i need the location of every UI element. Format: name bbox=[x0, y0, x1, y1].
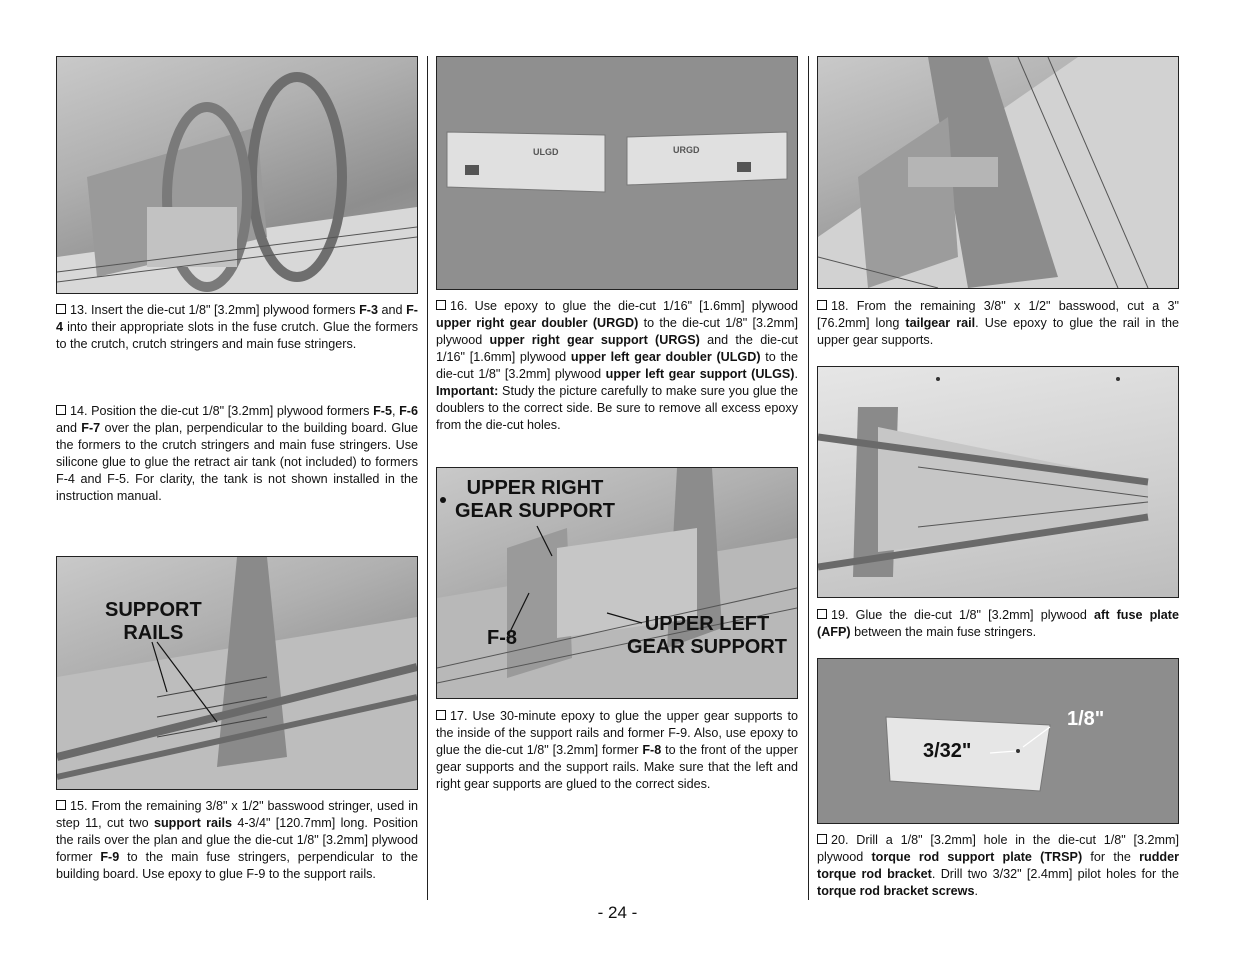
text-run: for the bbox=[1082, 850, 1140, 864]
bold-term: F-8 bbox=[642, 743, 662, 757]
bold-term: Important: bbox=[436, 384, 499, 398]
bold-term: F-5 bbox=[373, 404, 392, 418]
text-run: and the die-cut 1/16" [1.6mm] plywood bbox=[436, 333, 798, 364]
bold-term: upper left gear support (ULGS) bbox=[605, 367, 795, 381]
step-13-photo bbox=[56, 56, 418, 294]
text-run: . bbox=[974, 884, 978, 898]
step-20-photo bbox=[817, 658, 1179, 824]
step-19-photo bbox=[817, 366, 1179, 598]
text-run: 18. From the remaining 3/8" x 1/2" basswood, cut a 3" [76.2mm] long bbox=[817, 299, 1179, 330]
text-run: and bbox=[377, 303, 407, 317]
callout-line-1: SUPPORT bbox=[105, 599, 202, 621]
checkbox[interactable] bbox=[817, 834, 827, 844]
text-run: to the front of the upper gear supports and the support rails. Make sure that the left and right gear supports are glued to the correct sides. bbox=[436, 743, 798, 791]
step-15-text bbox=[56, 798, 418, 883]
one-eighth-inch-callout: 1/8" bbox=[1067, 708, 1105, 730]
text-run: 15. From the remaining 3/8" x 1/2" basswood stringer, used in step 11, cut two bbox=[56, 799, 418, 830]
checkbox[interactable] bbox=[436, 710, 446, 720]
bold-term: F-4 bbox=[56, 303, 418, 334]
checkbox[interactable] bbox=[56, 800, 66, 810]
text-run: , bbox=[391, 404, 400, 418]
text-run: between the main fuse stringers. bbox=[850, 625, 1037, 639]
step-17-photo bbox=[436, 467, 798, 699]
bold-term: upper right gear support (URGS) bbox=[489, 333, 700, 347]
bold-term: F-6 bbox=[399, 404, 418, 418]
column-divider-left bbox=[427, 56, 428, 900]
upper-right-gear-support-callout bbox=[455, 477, 615, 523]
step-16-photo bbox=[436, 56, 798, 290]
callout-line-1: UPPER RIGHT bbox=[466, 477, 604, 499]
callout-line-2: GEAR SUPPORT bbox=[455, 500, 616, 522]
bold-term: rudder torque rod bracket bbox=[817, 850, 1179, 881]
step-17-text bbox=[436, 708, 798, 793]
bold-term: torque rod bracket screws bbox=[817, 884, 975, 898]
checkbox[interactable] bbox=[56, 304, 66, 314]
text-run: 4-3/4" [120.7mm] long. Position the rails over the plan and glue the die-cut 1/8" [3.2mm] plywood former bbox=[56, 816, 418, 864]
bold-term: torque rod support plate (TRSP) bbox=[871, 850, 1083, 864]
checkbox[interactable] bbox=[56, 405, 66, 415]
bold-term: upper left gear doubler (ULGD) bbox=[570, 350, 761, 364]
text-run: 17. Use 30-minute epoxy to glue the upper gear supports to the inside of the support rails and former F-9. Also, use epoxy to glue the die-cut 1/8" [3.2mm] former bbox=[436, 709, 798, 757]
urgd-label: URGD bbox=[673, 145, 700, 155]
step-14-text bbox=[56, 403, 418, 505]
three-thirty-seconds-callout: 3/32" bbox=[923, 740, 972, 762]
text-run: . bbox=[794, 367, 798, 381]
column-divider-right bbox=[808, 56, 809, 900]
step-19-text bbox=[817, 607, 1179, 641]
bold-term: tailgear rail bbox=[905, 316, 976, 330]
text-run: 19. Glue the die-cut 1/8" [3.2mm] plywood bbox=[831, 608, 1095, 622]
bold-term: F-7 bbox=[81, 421, 101, 435]
callout-line-1: UPPER LEFT bbox=[644, 613, 770, 635]
text-run: 13. Insert the die-cut 1/8" [3.2mm] plywood formers bbox=[70, 303, 360, 317]
callout-line-2: RAILS bbox=[123, 622, 184, 644]
bold-term: upper right gear doubler (URGD) bbox=[436, 316, 639, 330]
bold-term: F-3 bbox=[359, 303, 378, 317]
text-run: 20. Drill a 1/8" [3.2mm] hole in the die-cut 1/8" [3.2mm] plywood bbox=[817, 833, 1179, 864]
ulgd-label: ULGD bbox=[533, 147, 559, 157]
checkbox[interactable] bbox=[436, 300, 446, 310]
text-run: to the die-cut 1/8" [3.2mm] plywood bbox=[436, 316, 798, 347]
text-run: . Drill two 3/32" [2.4mm] pilot holes for the bbox=[931, 867, 1180, 881]
step-20-text bbox=[817, 832, 1179, 900]
bold-term: aft fuse plate (AFP) bbox=[817, 608, 1179, 639]
bold-term: F-9 bbox=[100, 850, 120, 864]
support-rails-callout bbox=[105, 599, 202, 645]
text-run: 14. Position the die-cut 1/8" [3.2mm] plywood formers bbox=[70, 404, 374, 418]
checkbox[interactable] bbox=[817, 609, 827, 619]
text-run: . Use epoxy to glue the rail in the upper gear supports. bbox=[817, 316, 1179, 347]
page-number: - 24 - bbox=[597, 903, 638, 922]
callout-line-2: GEAR SUPPORT bbox=[627, 636, 788, 658]
step-16-text bbox=[436, 298, 798, 434]
bold-term: support rails bbox=[153, 816, 233, 830]
text-run: Study the picture carefully to make sure you glue the doublers to the correct side. Be sure to remove all excess epoxy from the die-cut holes. bbox=[436, 384, 798, 432]
upper-left-gear-support-callout bbox=[627, 613, 787, 659]
checkbox[interactable] bbox=[817, 300, 827, 310]
text-run: over the plan, perpendicular to the building board. Glue the formers to the crutch stringers and main fuse stringers. Use silicone glue to glue the retract air tank (not included) to formers F-4 and F-5. For clarity, the tank is not shown installed in the instruction manual. bbox=[56, 421, 419, 503]
text-run: and bbox=[56, 421, 82, 435]
step-15-photo bbox=[56, 556, 418, 790]
step-18-photo bbox=[817, 56, 1179, 289]
step-13-text bbox=[56, 302, 418, 353]
step-18-text bbox=[817, 298, 1179, 349]
text-run: to the die-cut 1/8" [3.2mm] plywood bbox=[436, 350, 799, 381]
text-run: to the main fuse stringers, perpendicular to the building board. Use epoxy to glue F-9 to the support rails. bbox=[56, 850, 419, 881]
f8-callout: F-8 bbox=[487, 627, 517, 649]
text-run: into their appropriate slots in the fuse crutch. Glue the formers to the crutch, crutch stringers and main fuse stringers. bbox=[56, 320, 418, 351]
text-run: 16. Use epoxy to glue the die-cut 1/16" [1.6mm] plywood bbox=[450, 299, 798, 313]
